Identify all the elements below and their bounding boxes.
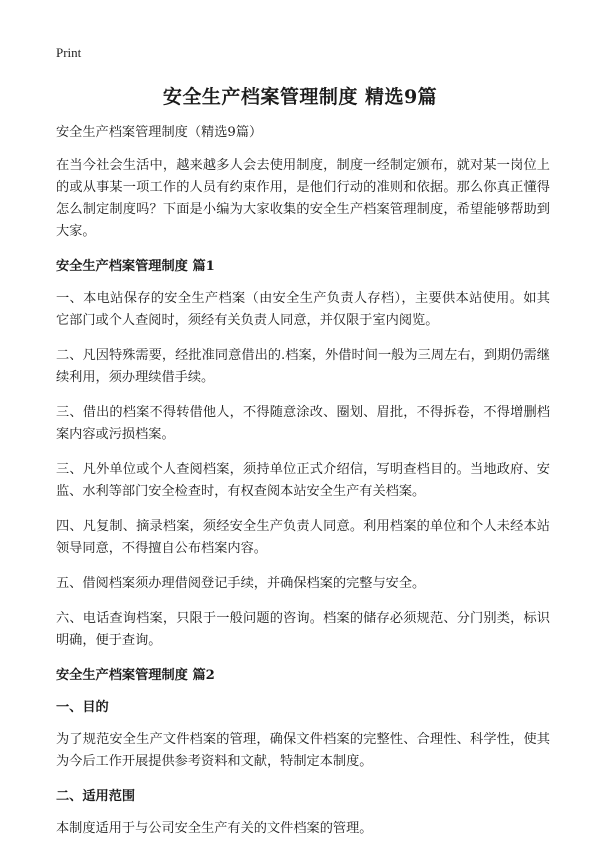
intro-paragraph: 在当今社会生活中，越来越多人会去使用制度，制度一经制定颁布，就对某一岗位上的或从事某一项工作的人员有约束作用，是他们行动的准则和依据。那么你真正懂得怎么制定制度吗？下面是小编为大家收集的安全生产档案管理制度，希望能够帮助到大家。 (56, 158, 550, 239)
section1-paragraph: 二、凡因特殊需要，经批准同意借出的.档案，外借时间一般为三周左右，到期仍需继续利用，须办理续借手续。 (56, 348, 550, 385)
section1-paragraph: 五、借阅档案须办理借阅登记手续，并确保档案的完整与安全。 (56, 576, 426, 591)
print-link[interactable]: Print (56, 45, 82, 60)
purpose-paragraph: 为了规范安全生产文件档案的管理，确保文件档案的完整性、合理性、科学性，使其为今后工作开展提供参考资料和文献，特制定本制度。 (56, 732, 550, 769)
purpose-heading: 一、目的 (56, 700, 109, 715)
section1-paragraph: 三、借出的档案不得转借他人，不得随意涂改、圈划、眉批，不得拆卷，不得增删档案内容或污损档案。 (56, 405, 550, 442)
document-subtitle: 安全生产档案管理制度（精选9篇） (56, 125, 263, 140)
scope-heading: 二、适用范围 (56, 789, 136, 804)
section1-paragraph: 一、本电站保存的安全生产档案（由安全生产负责人存档），主要供本站使用。如其它部门或个人查阅时，须经有关负责人同意，并仅限于室内阅览。 (56, 291, 550, 328)
section-heading-2: 安全生产档案管理制度 篇2 (56, 668, 215, 683)
section1-paragraph: 四、凡复制、摘录档案，须经安全生产负责人同意。利用档案的单位和个人未经本站领导同意，不得擅自公布档案内容。 (56, 519, 550, 556)
section-heading-1: 安全生产档案管理制度 篇1 (56, 259, 215, 274)
document-body (56, 122, 550, 853)
section1-paragraph: 六、电话查询档案，只限于一般问题的咨询。档案的储存必须规范、分门别类，标识明确，便于查询。 (56, 611, 550, 648)
section1-paragraph: 三、凡外单位或个人查阅档案，须持单位正式介绍信，写明查档目的。当地政府、安监、水利等部门安全检查时，有权查阅本站安全生产有关档案。 (56, 462, 550, 499)
scope-paragraph: 本制度适用于与公司安全生产有关的文件档案的管理。 (56, 821, 373, 836)
document-title: 安全生产档案管理制度 精选9篇 (162, 86, 438, 108)
